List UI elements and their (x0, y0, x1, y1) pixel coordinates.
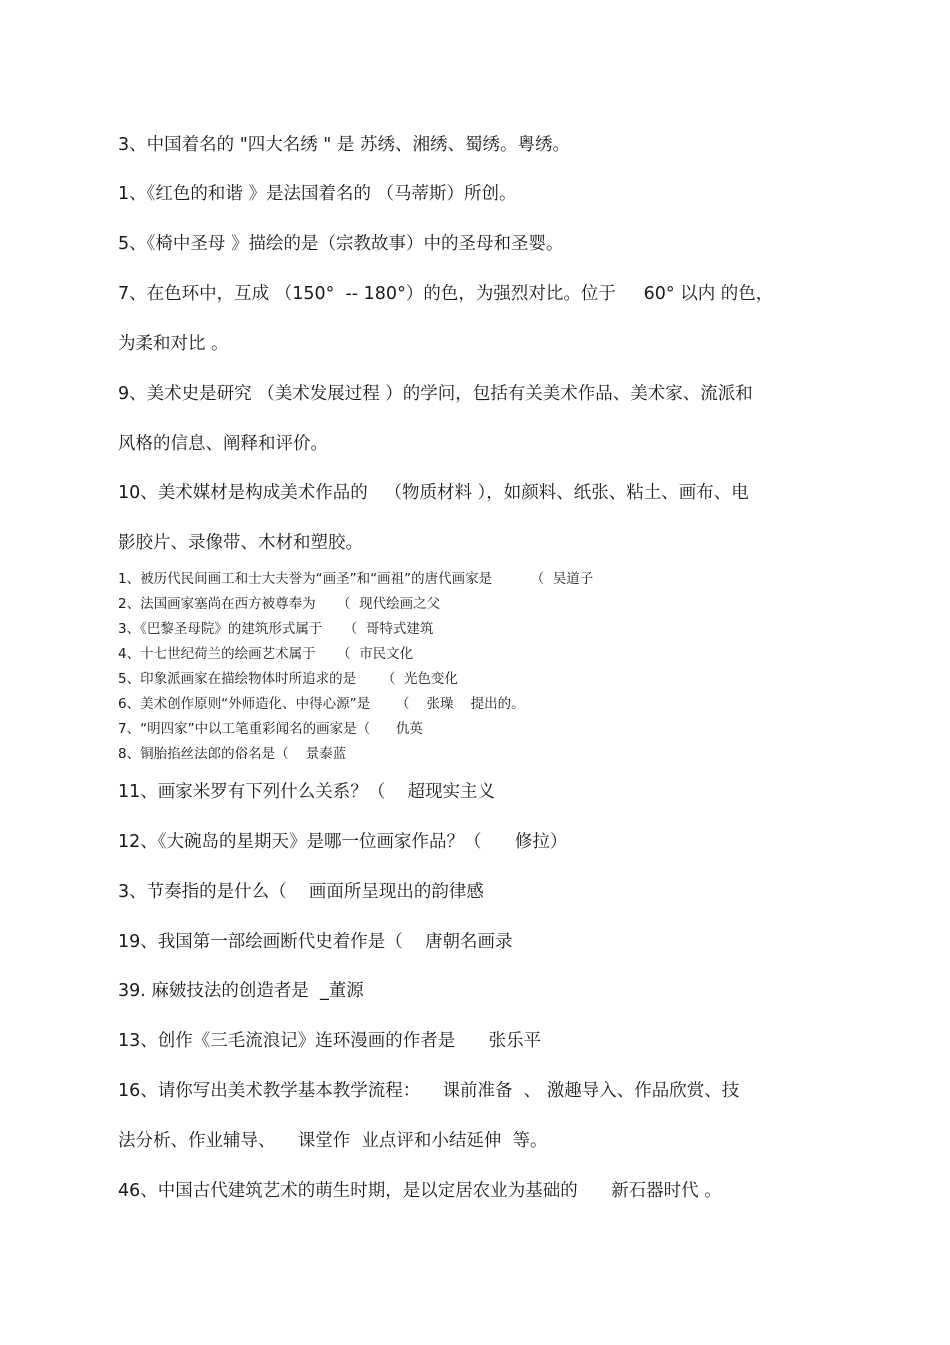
text-line: 1、《红色的和谐 》是法国着名的 （马蒂斯）所创。 (118, 184, 517, 204)
text-line: 7、在色环中，互成 （150° -- 180°）的色，为强烈对比。位于 60° 以内 的色， (118, 284, 774, 304)
text-line: 4、十七世纪荷兰的绘画艺术属于 （ 市民文化 (118, 646, 414, 662)
text-line: 12、《大碗岛的星期天》是哪一位画家作品？（ 修拉） (118, 832, 568, 852)
text-line: 9、美术史是研究 （美术发展过程 ）的学问，包括有关美术作品、美术家、流派和 (118, 384, 753, 404)
text-line: 2、法国画家塞尚在西方被尊奉为 （ 现代绘画之父 (118, 596, 441, 612)
text-line: 影胶片、录像带、木材和塑胶。 (118, 533, 363, 553)
text-line: 1、被历代民间画工和士大夫誉为“画圣”和“画祖”的唐代画家是 （ 吴道子 (118, 571, 594, 587)
text-line: 5、印象派画家在描绘物体时所追求的是 （ 光色变化 (118, 671, 458, 687)
text-line: 7、“明四家”中以工笔重彩闻名的画家是（ 仇英 (118, 721, 423, 737)
text-line: 5、《椅中圣母 》描绘的是（宗教故事）中的圣母和圣婴。 (118, 234, 564, 254)
text-line: 19、我国第一部绘画断代史着作是（ 唐朝名画录 (118, 932, 513, 952)
text-line: 39. 麻皴技法的创造者是 _董源 (118, 981, 364, 1001)
text-line: 3、《巴黎圣母院》的建筑形式属于 （ 哥特式建筑 (118, 621, 434, 637)
text-line: 10、美术媒材是构成美术作品的 （物质材料 ），如颜料、纸张、粘土、画布、电 (118, 483, 749, 503)
text-line: 风格的信息、阐释和评价。 (118, 434, 328, 454)
text-line: 13、创作《三毛流浪记》连环漫画的作者是 张乐平 (118, 1031, 542, 1051)
text-line: 3、中国着名的 "四大名绣 " 是 苏绣、湘绣、蜀绣。粤绣。 (118, 135, 570, 155)
text-line: 8、铜胎掐丝法郎的俗名是（ 景泰蓝 (118, 746, 347, 762)
text-line: 3、节奏指的是什么（ 画面所呈现出的韵律感 (118, 882, 484, 902)
text-line: 46、中国古代建筑艺术的萌生时期，是以定居农业为基础的 新石器时代 。 (118, 1181, 722, 1201)
text-line: 11、画家米罗有下列什么关系？（ 超现实主义 (118, 782, 496, 802)
text-line: 6、美术创作原则“外师造化、中得心源”是 （ 张璪 提出的。 (118, 696, 525, 712)
text-line: 为柔和对比 。 (118, 334, 229, 354)
text-line: 16、请你写出美术教学基本教学流程： 课前准备 、 激趣导入、作品欣赏、技 (118, 1081, 740, 1101)
text-line: 法分析、作业辅导、 课堂作 业点评和小结延伸 等。 (118, 1131, 548, 1151)
